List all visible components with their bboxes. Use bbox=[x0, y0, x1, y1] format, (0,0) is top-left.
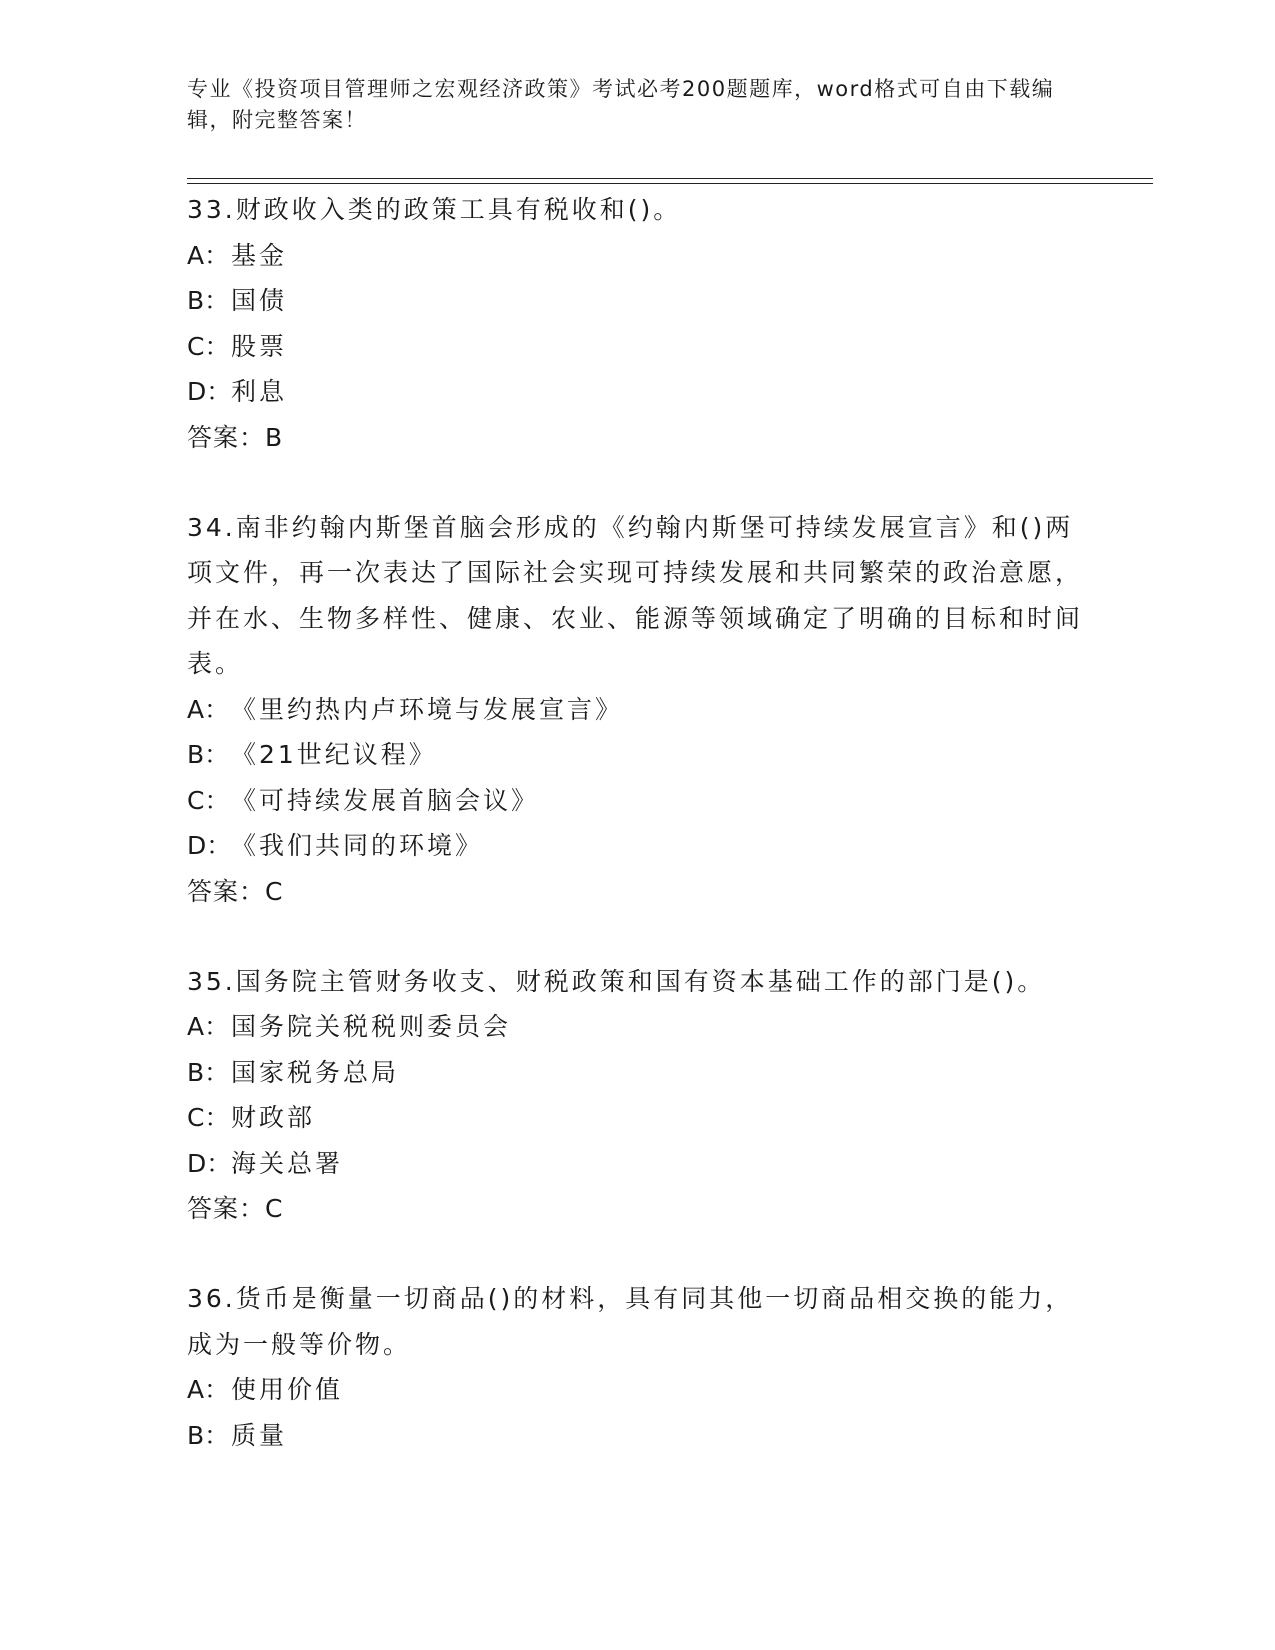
option-c bbox=[187, 324, 1087, 370]
option-key: C： bbox=[187, 1103, 230, 1132]
option-text: 海关总署 bbox=[231, 1148, 344, 1178]
question-35 bbox=[187, 959, 1087, 1233]
option-text: 股票 bbox=[231, 331, 288, 361]
option-b bbox=[187, 732, 1087, 778]
option-a bbox=[187, 1367, 1087, 1413]
option-text: 《可持续发展首脑会议》 bbox=[231, 785, 540, 815]
question-34 bbox=[187, 505, 1087, 915]
option-key: C： bbox=[187, 785, 230, 815]
question-number: 34. bbox=[187, 512, 236, 542]
option-a bbox=[187, 233, 1087, 279]
option-b bbox=[187, 1050, 1087, 1096]
option-key: D： bbox=[187, 377, 232, 406]
option-d bbox=[187, 1141, 1087, 1187]
option-b bbox=[187, 1413, 1087, 1459]
option-a bbox=[187, 687, 1087, 733]
option-text: 国债 bbox=[231, 286, 288, 315]
question-list bbox=[187, 187, 1087, 1458]
header-divider-top bbox=[187, 178, 1153, 179]
question-33 bbox=[187, 187, 1087, 461]
option-key: B： bbox=[187, 740, 230, 769]
question-text: 财政收入类的政策工具有税收和()。 bbox=[235, 195, 682, 224]
option-key: A： bbox=[187, 240, 230, 270]
question-stem bbox=[187, 959, 1087, 1005]
question-36 bbox=[187, 1276, 1087, 1458]
answer-line: 答案：C bbox=[187, 876, 284, 906]
intro-text: 专业《投资项目管理师之宏观经济政策》考试必考200题题库，word格式可自由下载编辑，附完整答案！ bbox=[187, 77, 1055, 132]
option-text: 《21世纪议程》 bbox=[231, 740, 437, 769]
option-text: 利息 bbox=[231, 377, 288, 406]
question-text: 国务院主管财务收支、财税政策和国有资本基础工作的部门是()。 bbox=[235, 966, 1046, 996]
option-key: D： bbox=[187, 831, 232, 860]
option-text: 基金 bbox=[231, 240, 288, 270]
question-number: 33. bbox=[187, 195, 236, 224]
option-d bbox=[187, 823, 1087, 869]
option-a bbox=[187, 1004, 1087, 1050]
document-intro bbox=[187, 74, 1067, 136]
question-text: 南非约翰内斯堡首脑会形成的《约翰内斯堡可持续发展宣言》和()两项文件，再一次表达了国际社会实现可持续发展和共同繁荣的政治意愿，并在水、生物多样性、健康、农业、能源等领域确定了明确的目标和时间表。 bbox=[187, 512, 1084, 678]
question-number: 35. bbox=[187, 966, 236, 996]
header-divider-bottom bbox=[187, 183, 1153, 184]
option-text: 财政部 bbox=[231, 1103, 316, 1132]
option-key: A： bbox=[187, 1012, 230, 1041]
answer-line: 答案：B bbox=[187, 422, 284, 452]
question-stem bbox=[187, 187, 1087, 233]
question-number: 36. bbox=[187, 1284, 236, 1313]
option-text: 《里约热内卢环境与发展宣言》 bbox=[231, 694, 624, 724]
option-b bbox=[187, 278, 1087, 324]
question-text: 货币是衡量一切商品()的材料，具有同其他一切商品相交换的能力，成为一般等价物。 bbox=[187, 1284, 1074, 1359]
option-c bbox=[187, 1095, 1087, 1141]
option-text: 质量 bbox=[231, 1420, 288, 1450]
option-key: B： bbox=[187, 1057, 230, 1087]
option-key: B： bbox=[187, 1420, 230, 1450]
question-stem bbox=[187, 505, 1087, 687]
option-text: 使用价值 bbox=[231, 1375, 344, 1404]
option-key: D： bbox=[187, 1148, 232, 1178]
option-text: 国家税务总局 bbox=[231, 1057, 400, 1087]
option-key: A： bbox=[187, 694, 230, 724]
option-text: 国务院关税税则委员会 bbox=[231, 1012, 512, 1041]
option-key: C： bbox=[187, 331, 230, 361]
option-d bbox=[187, 369, 1087, 415]
option-key: B： bbox=[187, 286, 230, 315]
answer-line: 答案：C bbox=[187, 1194, 284, 1223]
option-text: 《我们共同的环境》 bbox=[231, 831, 484, 860]
option-key: A： bbox=[187, 1375, 230, 1404]
question-stem bbox=[187, 1276, 1087, 1367]
option-c bbox=[187, 778, 1087, 824]
